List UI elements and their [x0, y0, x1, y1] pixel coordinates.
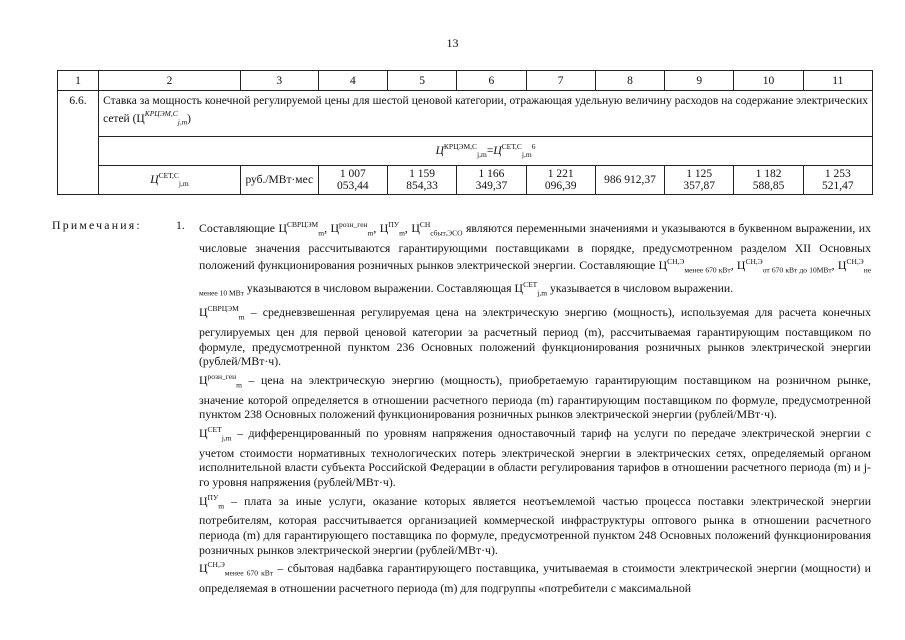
- description-row: [58, 91, 873, 137]
- page-number: 13: [446, 36, 459, 50]
- note-text: – средневзвешенная регулируемая цена на электрическую энергию (мощность), используемая для расчета конечных регулируемых цен для первой ценовой категории за расчетный период (m), рассчитываемая гарантирующим поставщиком по формуле, предусмотренной пунктом 236 Основных положений функционирования розничных рынков электрической энергии (рублей/МВт·ч).: [199, 305, 872, 369]
- col-header-6: 6: [457, 71, 526, 91]
- sym-sub: сбыт,ЭСО: [430, 228, 463, 238]
- formula-eq: =: [486, 145, 494, 158]
- value-cell: 986 912,37: [595, 166, 664, 195]
- note-text: указываются в числовом выражении. Составляющая Ц: [246, 281, 524, 296]
- notes-body: [199, 218, 871, 597]
- col-header-10: 10: [734, 71, 803, 91]
- col-header-9: 9: [665, 71, 734, 91]
- formula-rhs-tail: 6: [531, 142, 536, 152]
- notes-number: 1.: [176, 218, 185, 232]
- sym-sub: m: [367, 228, 374, 238]
- sym-sub: от 670 кВт до 10МВт: [762, 265, 832, 275]
- value-symbol-sub: j,m: [178, 179, 189, 189]
- sym-sub: не менее 10 МВт: [199, 265, 872, 298]
- note-paragraph-1: Составляющие $Ц^{СВРЦЭМ}_m$, $Ц^{розн\_ген}_m$, $Ц^{ПУ}_m$, $Ц^{СН}_{сбыт,ЭСО}$ являются переменными значениями и указываются в буквенном выражении, их числовые значения рассчитываются гарантирующими поставщиками в порядке, предусмотренном разделом XII Основных положений функционирования розничных рынков электрической энергии. Составляющие $Ц^{СН,Э}_{менее 670 кВт}$, $Ц^{СН,Э}_{от 670 кВт до 10МВт}$, $Ц^{СН,Э}_{не менее 10 МВт}$ указываются в числовом выражении. Составляющая $Ц^{СЕТ}_{j,m}$ указывается в числовом выражении.: [199, 220, 872, 298]
- note-paragraph-4: $Ц^{СЕТ}_{j,m}$ – дифференцированный по уровням напряжения одноставочный тариф на услуги по передаче электрической энергии с учетом стоимости нормативных технологических потерь электрической энергии в электрических сетях, определяемый органом исполнительной власти субъекта Российской Федерации в области регулирования тарифов в отношении расчетного периода (m) и j-го уровня напряжения (рублей/МВт·ч).: [199, 424, 871, 489]
- note-paragraph-3: $Ц^{розн\_ген}_m$ – цена на электрическую энергию (мощность), приобретаемую гарантирующим поставщиком на розничном рынке, значение которой определяется в отношении расчетного периода (m) гарантирующим поставщиком по формуле, предусмотренной пунктом 238 Основных положений функционирования розничных рынков электрической энергии (рублей/МВт·ч).: [199, 371, 872, 422]
- value-cell: 1 125 357,87: [665, 166, 734, 195]
- note-text: Составляющие Ц: [199, 220, 287, 235]
- value-cell: 1 253 521,47: [803, 166, 872, 195]
- sym-sup: СЕТ: [207, 424, 222, 434]
- value-symbol-base: Ц: [150, 174, 159, 187]
- sym-sub: j,m: [537, 288, 548, 298]
- note-paragraph-5: $Ц^{ПУ}_m$ – плата за иные услуги, оказание которых является неотъемлемой частью процесса поставки электрической энергии потребителям, которая рассчитывается организацией коммерческой инфраструктуры оптового рынка в отношении расчетного периода (m) для гарантирующего поставщика по формуле, предусмотренной пунктом 248 Основных положений функционирования розничных рынков электрической энергии (рублей/МВт·ч).: [199, 492, 872, 557]
- col-header-5: 5: [387, 71, 456, 91]
- sym-sup: СН,Э: [207, 560, 225, 570]
- formula-lhs-sup: КРЦЭМ,С: [443, 142, 478, 152]
- formula-cell: [99, 137, 873, 166]
- value-cell: 1 159 854,33: [387, 166, 456, 195]
- formula-lhs-sub: j,m: [477, 150, 487, 160]
- col-header-4: 4: [318, 71, 387, 91]
- table-header-row: [58, 71, 873, 91]
- sym-sup: СВРЦЭМ: [207, 304, 239, 314]
- value-symbol: [99, 166, 241, 195]
- value-cell: 1 221 096,39: [526, 166, 595, 195]
- col-header-11: 11: [803, 71, 872, 91]
- sym-sub: m: [238, 312, 245, 322]
- sym-sub: менее 670 кВт: [224, 568, 274, 578]
- value-cell: 1 007 053,44: [318, 166, 387, 195]
- notes-label: Примечания:: [52, 218, 142, 232]
- note-text: – сбытовая надбавка гарантирующего поставщика, учитываемая в стоимости электрической энергии (мощности) и определяемая в отношении расчетного периода (m) для подгруппы «потребители с максимальной: [199, 561, 871, 596]
- sym-sup: розн_ген: [207, 371, 237, 381]
- note-text: указывается в числовом выражении.: [549, 281, 734, 296]
- note-text: – дифференцированный по уровням напряжения одноставочный тариф на услуги по передаче электрической энергии с учетом стоимости нормативных технологических потерь электрической энергии в электрических сетях, определяемый органом исполнительной власти субъекта Российской Федерации в области регулирования тарифов в отношении расчетного периода (m) и j-го уровня напряжения (рублей/МВт·ч).: [199, 425, 871, 489]
- col-header-7: 7: [526, 71, 595, 91]
- sym-sup: СН,Э: [745, 257, 763, 267]
- note-text: – цена на электрическую энергию (мощность), приобретаемую гарантирующим поставщиком на розничном рынке, значение которой определяется в отношении расчетного периода (m) гарантирующим поставщиком по формуле, предусмотренной пунктом 238 Основных положений функционирования розничных рынков электрической энергии (рублей/МВт·ч).: [199, 372, 872, 422]
- sym-sup: СН: [419, 220, 431, 229]
- description-sub: j,m: [177, 117, 188, 127]
- formula-rhs-sub: j,m: [521, 150, 532, 160]
- note-paragraph-2: $Ц^{СВРЦЭМ}_m$ – средневзвешенная регулируемая цена на электрическую энергию (мощность), используемая для расчета конечных регулируемых цен для первой ценовой категории за расчетный период (m), рассчитываемая гарантирующим поставщиком по формуле, предусмотренной пунктом 236 Основных положений функционирования розничных рынков электрической энергии (рублей/МВт·ч).: [199, 304, 872, 369]
- sym-sub: m: [399, 228, 405, 238]
- tariff-table: [57, 70, 873, 195]
- row-number: 6.6.: [58, 91, 99, 195]
- col-header-3: 3: [240, 71, 318, 91]
- formula-row: [58, 137, 873, 166]
- sym-sup: ПУ: [388, 220, 400, 229]
- value-symbol-sup: СЕТ,С: [158, 171, 179, 181]
- sym-sup: СЕТ: [523, 280, 538, 290]
- note-paragraph-6: $Ц^{СН,Э}_{менее 670 кВт}$ – сбытовая надбавка гарантирующего поставщика, учитываемая в стоимости электрической энергии (мощности) и определяемая в отношении расчетного периода (m) для подгруппы «потребители с максимальной: [199, 560, 871, 596]
- description-end: ): [187, 112, 191, 125]
- sym-sup: СВРЦЭМ: [287, 220, 319, 229]
- col-header-8: 8: [595, 71, 664, 91]
- note-text: являются переменными значениями и указываются в буквенном выражении, их числовые значения рассчитываются гарантирующими поставщиками в порядке, предусмотренном разделом XII Основных положений функционирования розничных рынков электрической энергии. Составляющие: [199, 220, 871, 273]
- formula-lhs: Ц: [435, 145, 444, 158]
- value-cell: 1 166 349,37: [457, 166, 526, 195]
- sym-sub: m: [218, 500, 225, 510]
- sym-sup: ПУ: [207, 492, 219, 502]
- formula-rhs: Ц: [493, 145, 502, 158]
- sym-sup: СН,Э: [667, 257, 685, 267]
- sym-sup: розн_ген: [339, 220, 368, 229]
- sym-sub: j,m: [221, 433, 232, 443]
- value-cell: 1 182 588,85: [734, 166, 803, 195]
- col-header-1: 1: [58, 71, 99, 91]
- row-description: [99, 91, 873, 137]
- col-header-2: 2: [99, 71, 241, 91]
- sym-sub: менее 670 кВт: [684, 265, 731, 275]
- note-text: – плата за иные услуги, оказание которых является неотъемлемой частью процесса поставки электрической энергии потребителям, которая рассчитывается организацией коммерческой инфраструктуры оптового рынка в отношении расчетного периода (m) для гарантирующего поставщика по формуле, предусмотренной пунктом 248 Основных положений функционирования розничных рынков электрической энергии (рублей/МВт·ч).: [199, 493, 872, 557]
- description-sup: КРЦЭМ,С: [144, 109, 178, 119]
- formula-rhs-sup: СЕТ,С: [501, 142, 522, 152]
- sym-sup: СН,Э: [846, 257, 864, 267]
- sym-sub: m: [318, 228, 325, 238]
- sym-sub: m: [236, 380, 242, 390]
- value-unit: руб./МВт·мес: [240, 166, 318, 195]
- description-text: Ставка за мощность конечной регулируемой цены для шестой ценовой категории, отражающая удельную величину расходов на содержание электрических сетей (Ц: [103, 95, 868, 125]
- values-row: [58, 166, 873, 195]
